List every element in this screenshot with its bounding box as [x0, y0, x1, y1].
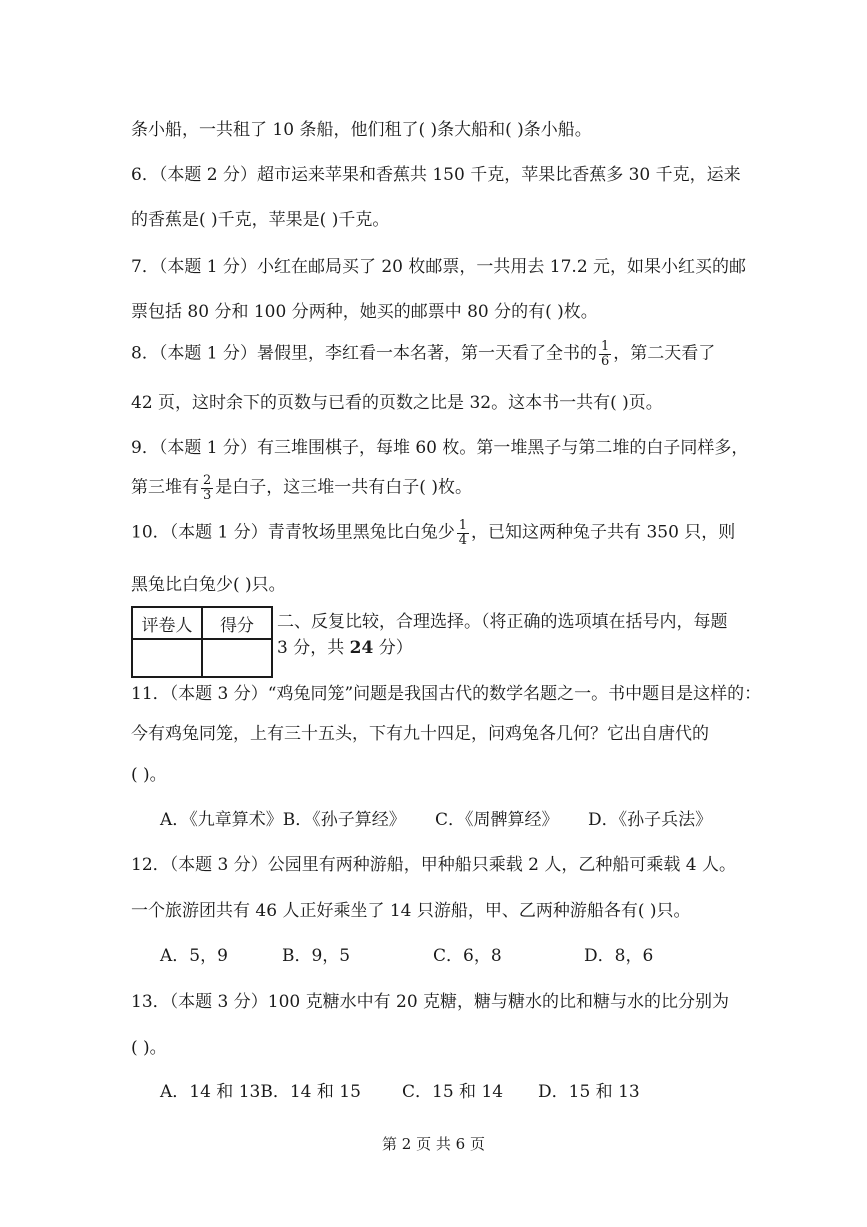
- score-table-grader-cell: [132, 639, 202, 677]
- score-table-score-cell: [202, 639, 272, 677]
- q11-line2: 今有鸡兔同笼，上有三十五头，下有九十四足，问鸡兔各几何？它出自唐代的: [131, 724, 709, 744]
- q6-line2: 的香蕉是( )千克，苹果是( )千克。: [131, 210, 390, 230]
- q11-line3: ( )。: [131, 765, 167, 785]
- q6-line1: 6．（本题 2 分）超市运来苹果和香蕉共 150 千克，苹果比香蕉多 30 千克，运来: [131, 165, 741, 185]
- score-table: [131, 606, 273, 678]
- q11-option-d: D．《孙子兵法》: [588, 810, 713, 830]
- q12-option-a: A．5，9: [160, 946, 228, 966]
- q8-line2: 42 页，这时余下的页数与已看的页数之比是 32。这本书一共有( )页。: [131, 393, 663, 413]
- section2-heading-line1: 二、反复比较，合理选择。（将正确的选项填在括号内，每题: [277, 612, 728, 632]
- q13-line2: ( )。: [131, 1038, 167, 1058]
- q5-continuation: 条小船，一共租了 10 条船，他们租了( )条大船和( )条小船。: [131, 120, 592, 140]
- q10-text-post: ，已知这两种兔子共有 350 只，则: [471, 522, 736, 543]
- q8-text-post: ，第二天看了: [613, 343, 716, 364]
- q10-fraction-numerator: 1: [458, 518, 468, 533]
- score-table-grader-header: 评卷人: [132, 607, 202, 639]
- q12-line2: 一个旅游团共有 46 人正好乘坐了 14 只游船，甲、乙两种游船各有( )只。: [131, 901, 691, 921]
- q8-fraction: [599, 340, 611, 368]
- section2-points-post: 分）: [373, 638, 413, 658]
- q12-option-b: B．9，5: [282, 946, 351, 966]
- q9-text-pre: 第三堆有: [131, 477, 199, 498]
- q13-option-c: C．15 和 14: [402, 1082, 504, 1102]
- q8-fraction-numerator: 1: [600, 339, 610, 354]
- q10-text-pre: 10．（本题 1 分）青青牧场里黑兔比白兔少: [131, 522, 455, 543]
- q12-line1: 12．（本题 3 分）公园里有两种游船，甲种船只乘载 2 人，乙种船可乘载 4 人。: [131, 855, 737, 875]
- section2-heading-line2: [277, 640, 413, 657]
- q9-line1: 9．（本题 1 分）有三堆围棋子，每堆 60 枚。第一堆黑子与第二堆的白子同样多，: [131, 438, 749, 458]
- q13-option-ab: A．14 和 13B．14 和 15: [160, 1082, 361, 1102]
- q10-line1: [131, 519, 735, 547]
- q12-option-d: D．8，6: [584, 946, 654, 966]
- q10-fraction: [457, 519, 469, 547]
- q13-option-d: D．15 和 13: [538, 1082, 640, 1102]
- q12-option-c: C．6，8: [433, 946, 502, 966]
- score-table-score-header: 得分: [202, 607, 272, 639]
- q13-line1: 13．（本题 3 分）100 克糖水中有 20 克糖，糖与糖水的比和糖与水的比分别为: [131, 992, 730, 1012]
- q9-text-post: 是白子，这三堆一共有白子( )枚。: [215, 477, 472, 498]
- q9-fraction-denominator: 3: [203, 487, 212, 503]
- q9-line2: [131, 474, 472, 502]
- q11-line1: 11．（本题 3 分）“鸡兔同笼”问题是我国古代的数学名题之一。书中题目是这样的：: [131, 684, 762, 704]
- q11-option-c: C．《周髀算经》: [435, 810, 559, 830]
- q8-fraction-denominator: 6: [600, 353, 610, 369]
- q7-line1: 7．（本题 1 分）小红在邮局买了 20 枚邮票，一共用去 17.2 元，如果小红买的邮: [131, 257, 747, 277]
- q9-fraction: [201, 474, 213, 502]
- q10-fraction-denominator: 4: [458, 532, 468, 548]
- page-footer: 第 2 页 共 6 页: [382, 1135, 485, 1153]
- section2-points-total: 24: [349, 638, 374, 658]
- q11-option-ab: A．《九章算术》B．《孙子算经》: [160, 810, 406, 830]
- q10-line2: 黑兔比白兔少( )只。: [131, 575, 286, 595]
- q9-fraction-numerator: 2: [203, 473, 212, 488]
- section2-points-pre: 3 分，共: [277, 638, 350, 658]
- q7-line2: 票包括 80 分和 100 分两种，她买的邮票中 80 分的有( )枚。: [131, 302, 598, 322]
- q8-text-pre: 8．（本题 1 分）暑假里，李红看一本名著，第一天看了全书的: [131, 343, 597, 364]
- q8-line1: [131, 340, 715, 368]
